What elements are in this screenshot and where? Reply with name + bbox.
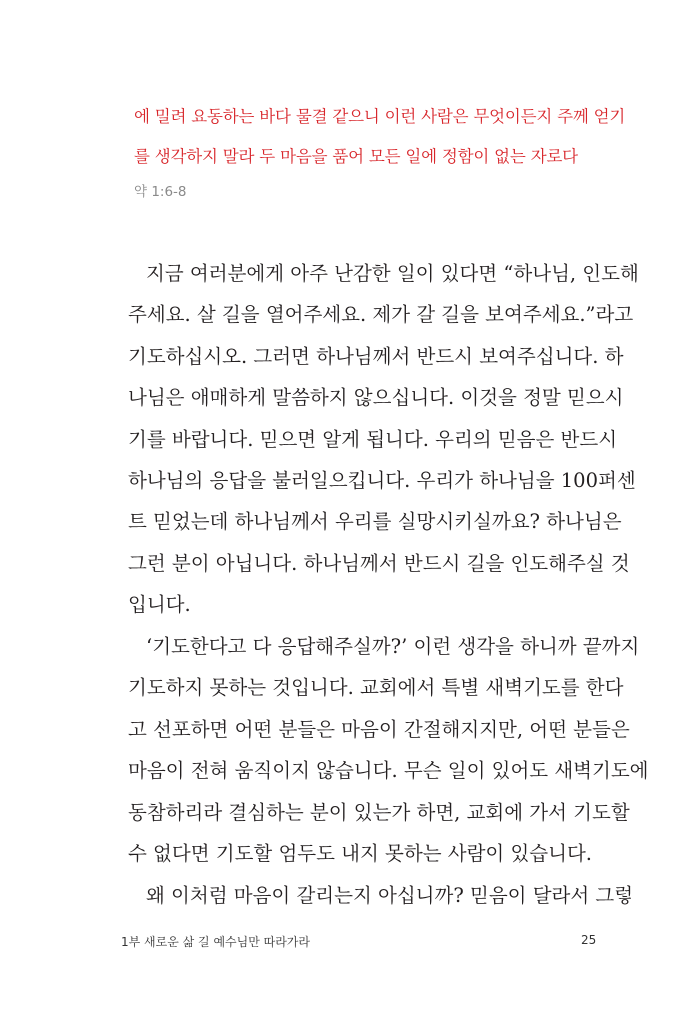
body-line-1: 지금 여러분에게 아주 난감한 일이 있다면 “하나님, 인도해	[146, 262, 639, 285]
body-line-13: 마음이 전혀 움직이지 않습니다. 무슨 일이 있어도 새벽기도에	[128, 759, 649, 782]
quote-reference: 약 1:6-8	[134, 184, 187, 200]
body-line-15: 수 없다면 기도할 엄두도 내지 못하는 사람이 있습니다.	[128, 842, 593, 865]
running-title: 1부 새로운 삶 길 예수님만 따라가라	[121, 935, 310, 949]
body-line-9: 입니다.	[128, 593, 191, 616]
body-line-7: 트 믿었는데 하나님께서 우리를 실망시키실까요? 하나님은	[128, 510, 622, 533]
body-line-12: 고 선포하면 어떤 분들은 마음이 간절해지지만, 어떤 분들은	[128, 718, 630, 741]
page-number: 25	[581, 933, 597, 947]
body-line-3: 기도하십시오. 그러면 하나님께서 반드시 보여주십니다. 하	[128, 345, 624, 368]
body-line-14: 동참하리라 결심하는 분이 있는가 하면, 교회에 가서 기도할	[128, 801, 630, 824]
body-line-4: 나님은 애매하게 말씀하지 않으십니다. 이것을 정말 믿으시	[128, 386, 624, 409]
body-line-11: 기도하지 못하는 것입니다. 교회에서 특별 새벽기도를 한다	[128, 676, 624, 699]
quote-line-1: 에 밀려 요동하는 바다 물결 같으니 이런 사람은 무엇이든지 주께 얻기	[134, 107, 626, 126]
quote-line-2: 를 생각하지 말라 두 마음을 품어 모든 일에 정함이 없는 자로다	[134, 147, 578, 166]
body-line-6: 하나님의 응답을 불러일으킵니다. 우리가 하나님을 100퍼센	[128, 469, 636, 492]
body-line-5: 기를 바랍니다. 믿으면 알게 됩니다. 우리의 믿음은 반드시	[128, 428, 618, 451]
body-line-16: 왜 이처럼 마음이 갈리는지 아십니까? 믿음이 달라서 그렇	[146, 884, 634, 907]
body-line-10: ‘기도한다고 다 응답해주실까?’ 이런 생각을 하니까 끝까지	[146, 635, 640, 658]
body-line-8: 그런 분이 아닙니다. 하나님께서 반드시 길을 인도해주실 것	[128, 552, 630, 575]
body-line-2: 주세요. 살 길을 열어주세요. 제가 갈 길을 보여주세요.”라고	[128, 303, 634, 326]
